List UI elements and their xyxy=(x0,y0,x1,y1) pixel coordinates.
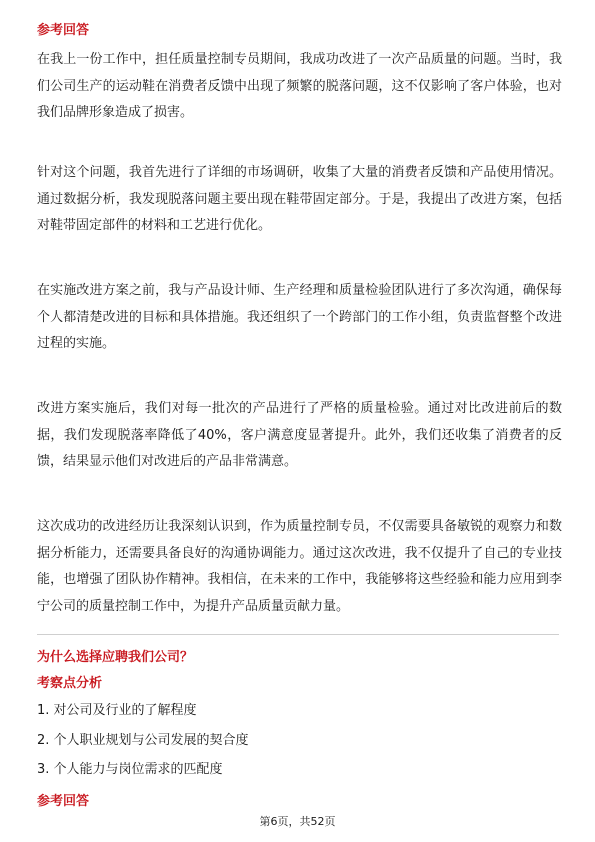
question-title: 为什么选择应聘我们公司？ xyxy=(37,650,194,665)
answer-paragraph-1: 在我上一份工作中，担任质量控制专员期间，我成功改进了一次产品质量的问题。当时，我们公司生产的运动鞋在消费者反馈中出现了频繁的脱落问题，这不仅影响了客户体验，也对我们品牌形象造成了损害。 xyxy=(37,52,562,120)
analysis-point-2: 2. 个人职业规划与公司发展的契合度 xyxy=(37,733,249,748)
answer-paragraph-4: 改进方案实施后，我们对每一批次的产品进行了严格的质量检验。通过对比改进前后的数据，我们发现脱落率降低了40%，客户满意度显著提升。此外，我们还收集了消费者的反馈，结果显示他们对改进后的产品非常满意。 xyxy=(37,401,562,469)
answer-heading-2: 参考回答 xyxy=(37,794,90,809)
section-divider xyxy=(37,634,559,635)
page-number-footer: 第6页，共52页 xyxy=(259,815,336,828)
answer-paragraph-5: 这次成功的改进经历让我深刻认识到，作为质量控制专员，不仅需要具备敏锐的观察力和数据分析能力，还需要具备良好的沟通协调能力。通过这次改进，我不仅提升了自己的专业技能，也增强了团队协作精神。我相信，在未来的工作中，我能够将这些经验和能力应用到李宁公司的质量控制工作中，为提升产品质量贡献力量。 xyxy=(37,519,562,614)
analysis-heading: 考察点分析 xyxy=(37,676,103,691)
answer-heading: 参考回答 xyxy=(37,23,90,38)
analysis-point-1: 1. 对公司及行业的了解程度 xyxy=(37,703,197,718)
analysis-point-3: 3. 个人能力与岗位需求的匹配度 xyxy=(37,762,223,777)
answer-paragraph-2: 针对这个问题，我首先进行了详细的市场调研，收集了大量的消费者反馈和产品使用情况。通过数据分析，我发现脱落问题主要出现在鞋带固定部分。于是，我提出了改进方案，包括对鞋带固定部件的材料和工艺进行优化。 xyxy=(37,165,562,233)
answer-paragraph-3: 在实施改进方案之前，我与产品设计师、生产经理和质量检验团队进行了多次沟通，确保每个人都清楚改进的目标和具体措施。我还组织了一个跨部门的工作小组，负责监督整个改进过程的实施。 xyxy=(37,283,562,351)
